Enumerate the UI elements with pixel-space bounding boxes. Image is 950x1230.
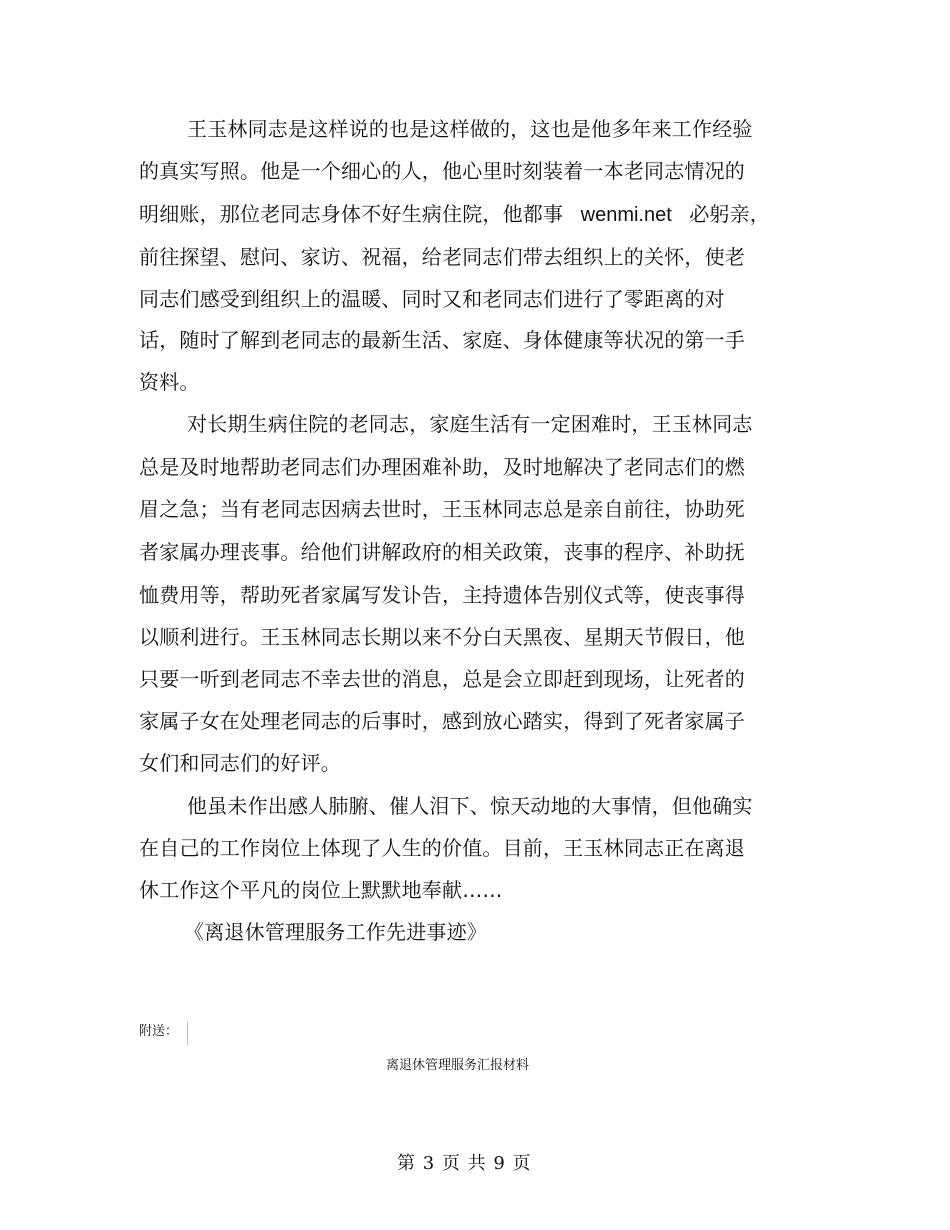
- paragraph-2-line-9: 女们和同志们的好评。: [139, 751, 341, 775]
- paragraph-2-line-3: 眉之急；当有老同志因病去世时，王玉林同志总是亲自前往，协助死: [139, 497, 745, 521]
- page-number: 第 3 页 共 9 页: [397, 1153, 532, 1174]
- paragraph-1-line-6: 话，随时了解到老同志的最新生活、家庭、身体健康等状况的第一手: [139, 328, 745, 352]
- paragraph-1-line-3-text: 明细账，那位老同志身体不好生病住院，他都事: [139, 202, 564, 226]
- paragraph-2-line-1: 对长期生病住院的老同志，家庭生活有一定困难时，王玉林同志: [187, 412, 753, 436]
- paragraph-2-line-5: 恤费用等，帮助死者家属写发讣告，主持遗体告别仪式等，使丧事得: [139, 583, 745, 607]
- closing-title: 《离退休管理服务工作先进事迹》: [184, 920, 487, 944]
- paragraph-3-line-3: 休工作这个平凡的岗位上默默地奉献……: [139, 878, 503, 902]
- paragraph-3-line-1: 他虽未作出感人肺腑、催人泪下、惊天动地的大事情，但他确实: [187, 794, 753, 818]
- paragraph-1-line-7: 资料。: [139, 370, 200, 394]
- attachment-divider: [187, 1021, 188, 1045]
- paragraph-1-line-3: [139, 200, 770, 229]
- paragraph-1-line-2: 的真实写照。他是一个细心的人，他心里时刻装着一本老同志情况的: [139, 159, 745, 183]
- inline-site-text: wenmi.net: [580, 204, 672, 226]
- paragraph-2-line-2: 总是及时地帮助老同志们办理困难补助，及时地解决了老同志们的燃: [139, 455, 745, 479]
- paragraph-1-line-1: 王玉林同志是这样说的也是这样做的，这也是他多年来工作经验: [187, 117, 753, 141]
- paragraph-2-line-8: 家属子女在处理老同志的后事时，感到放心踏实，得到了死者家属子: [139, 709, 745, 733]
- attachment-label: 附送：: [139, 1024, 179, 1039]
- paragraph-2-line-6: 以顺利进行。王玉林同志长期以来不分白天黑夜、星期天节假日，他: [139, 625, 745, 649]
- paragraph-3-line-2: 在自己的工作岗位上体现了人生的价值。目前，王玉林同志正在离退: [139, 836, 745, 860]
- paragraph-1-line-5: 同志们感受到组织上的温暖、同时又和老同志们进行了零距离的对: [139, 287, 725, 311]
- paragraph-1-line-3-tail: 必躬亲，: [689, 202, 771, 226]
- paragraph-2-line-7: 只要一听到老同志不幸去世的消息，总是会立即赶到现场，让死者的: [139, 667, 745, 691]
- paragraph-2-line-4: 者家属办理丧事。给他们讲解政府的相关政策，丧事的程序、补助抚: [139, 540, 745, 564]
- paragraph-1-line-4: 前往探望、慰问、家访、祝福，给老同志们带去组织上的关怀，使老: [139, 245, 745, 269]
- attachment-title: 离退休管理服务汇报材料: [386, 1058, 530, 1073]
